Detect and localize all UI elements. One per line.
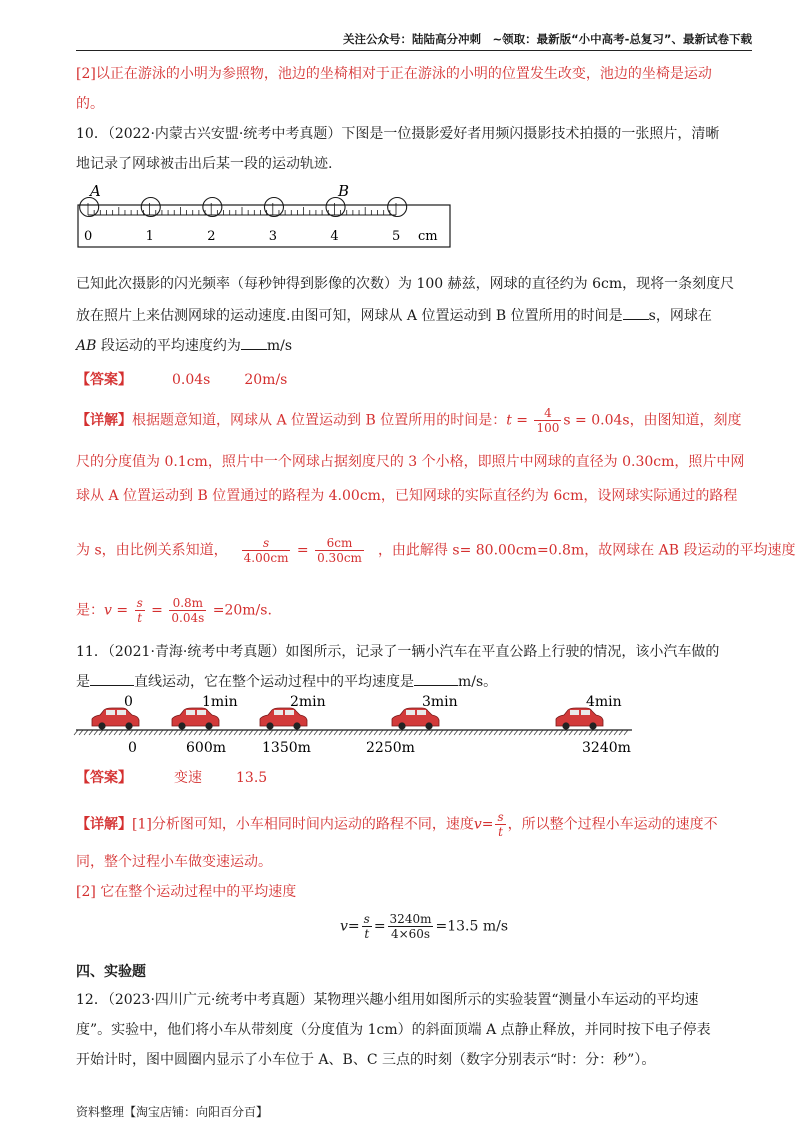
q11-st-den: t — [498, 825, 503, 839]
q10-answer-2: 20m/s — [244, 372, 288, 388]
car-icon — [556, 708, 603, 730]
formula-t: t — [506, 412, 512, 429]
time-fraction-den: 100 — [536, 421, 560, 435]
speed-result: =20m/s. — [212, 602, 272, 619]
hatch-mark — [614, 730, 618, 735]
q11-stem-2c: m/s。 — [458, 674, 498, 690]
q11-answer-1: 变速 — [174, 770, 202, 786]
hatch-mark — [84, 730, 88, 735]
ruler-label-a: A — [90, 182, 101, 200]
car-motion-figure — [70, 692, 640, 756]
hatch-mark — [274, 730, 278, 735]
speed-answer-blank[interactable] — [241, 334, 267, 350]
hatch-mark — [424, 730, 428, 735]
hatch-mark — [294, 730, 298, 735]
ratio-2-num: 6cm — [315, 536, 364, 551]
ratio-fraction-1 — [242, 536, 291, 565]
prev-answer-line-2: 的。 — [76, 96, 104, 112]
hatch-mark — [429, 730, 433, 735]
hatch-mark — [179, 730, 183, 735]
hatch-mark — [444, 730, 448, 735]
q10-para-2-text: 放在照片上来估测网球的运动速度.由图可知，网球从 A 位置运动到 B 位置所用的时间是 — [76, 308, 623, 324]
time-label: 4min — [586, 694, 622, 710]
hatch-mark — [454, 730, 458, 735]
car-group — [92, 708, 603, 730]
hatch-mark — [599, 730, 603, 735]
q10-detail-line-1: 【详解】根据题意知道，网球从 A 位置运动到 B 位置所用的时间是：t = $\frac{4}{100}$ s = 0.04s，由图知道，刻度 — [76, 406, 742, 435]
hatch-mark — [549, 730, 553, 735]
hatch-mark — [589, 730, 593, 735]
hatch-mark — [234, 730, 238, 735]
hatch-mark — [304, 730, 308, 735]
prev-answer-line-1: [2]以正在游泳的小明为参照物，池边的坐椅相对于正在游泳的小明的位置发生改变，池边的坐椅是运动 — [76, 66, 712, 82]
q10-answer-1: 0.04s — [172, 372, 211, 388]
time-label: 2min — [290, 694, 326, 710]
q11-formula-eq: = — [373, 918, 386, 935]
hatch-mark — [334, 730, 338, 735]
header-text: 关注公众号：陆陆高分冲刺 ~领取：最新版“小中高考-总复习”、最新试卷下载 — [342, 32, 752, 46]
ruler-figure — [70, 178, 460, 252]
tennis-ball — [203, 198, 222, 217]
hatch-mark — [264, 730, 268, 735]
page-footer: 资料整理【淘宝店铺：向阳百分百】 — [76, 1105, 269, 1119]
hatch-mark — [509, 730, 513, 735]
hatch-mark — [369, 730, 373, 735]
hatch-mark — [374, 730, 378, 735]
speed-value-num: 0.8m — [169, 596, 206, 611]
q11-st-fraction — [495, 810, 505, 839]
hatch-mark — [504, 730, 508, 735]
hatch-mark — [339, 730, 343, 735]
hatch-mark — [399, 730, 403, 735]
car-icon — [172, 708, 219, 730]
ratio-fraction-2 — [315, 536, 364, 565]
speed-st-den: t — [137, 611, 143, 625]
answer-tag: 【答案】 — [76, 372, 132, 388]
hatch-mark — [584, 730, 588, 735]
hatch-mark — [159, 730, 163, 735]
hatch-mark — [594, 730, 598, 735]
hatch-mark — [579, 730, 583, 735]
hatch-mark — [244, 730, 248, 735]
hatch-mark — [119, 730, 123, 735]
hatch-mark — [514, 730, 518, 735]
hatch-mark — [524, 730, 528, 735]
q12-line-2: 度”。实验中，他们将小车从带刻度（分度值为 1cm）的斜面顶端 A 点静止释放，并同时按下电子停表 — [76, 1022, 711, 1038]
hatch-mark — [124, 730, 128, 735]
ratio-1-den: 4.00cm — [243, 551, 289, 565]
hatch-mark — [129, 730, 133, 735]
q10-para-3-text: 段运动的平均速度约为 — [96, 338, 241, 354]
hatch-mark — [139, 730, 143, 735]
ruler-balls — [80, 198, 407, 217]
q10-para-line-1: 已知此次摄影的闪光频率（每秒钟得到影像的次数）为 100 赫兹，网球的直径约为 6cm，现将一条刻度尺 — [76, 276, 735, 292]
q10-detail-line-5: 是：v = $\frac{s}{t}$ = $\frac{0.8m}{0.04s}$ =20m/s. — [76, 596, 272, 625]
hatch-mark — [309, 730, 313, 735]
hatch-mark — [214, 730, 218, 735]
q11-formula-value — [388, 912, 434, 941]
hatch-mark — [534, 730, 538, 735]
distance-label: 0 — [128, 740, 137, 756]
time-fraction — [534, 406, 561, 435]
distance-label: 3240m — [582, 740, 631, 756]
hatch-mark — [624, 730, 628, 735]
q10-stem-line-2: 地记录了网球被击出后某一段的运动轨迹. — [76, 156, 333, 172]
hatch-mark — [209, 730, 213, 735]
hatch-mark — [169, 730, 173, 735]
ruler-number: 0 — [84, 229, 93, 244]
q10-detail-5a: 是： — [76, 602, 104, 619]
hatch-mark — [354, 730, 358, 735]
car-dists — [128, 740, 631, 756]
hatch-mark — [269, 730, 273, 735]
q11-formula-t: t — [364, 927, 370, 941]
hatch-mark — [239, 730, 243, 735]
hatch-mark — [484, 730, 488, 735]
hatch-mark — [459, 730, 463, 735]
hatch-mark — [249, 730, 253, 735]
distance-label: 600m — [186, 740, 226, 756]
hatch-mark — [409, 730, 413, 735]
hatch-mark — [324, 730, 328, 735]
hatch-mark — [154, 730, 158, 735]
q11-v: v= — [473, 816, 494, 833]
q11-formula-den: 4×60s — [390, 927, 431, 941]
hatch-mark — [164, 730, 168, 735]
detail-tag: 【详解】 — [76, 412, 132, 429]
q10-ab-label: AB — [76, 338, 97, 354]
hatch-mark — [219, 730, 223, 735]
ruler-number: 2 — [207, 229, 216, 244]
hatch-mark — [489, 730, 493, 735]
hatch-mark — [544, 730, 548, 735]
average-speed-blank[interactable] — [414, 670, 458, 686]
q11-formula-v: v= — [340, 918, 360, 935]
car-icon — [260, 708, 307, 730]
page-header — [76, 30, 752, 51]
hatch-mark — [359, 730, 363, 735]
ruler-number: 5 — [392, 229, 401, 244]
car-times — [124, 694, 622, 710]
q11-detail-line-2: 同，整个过程小车做变速运动。 — [76, 854, 272, 870]
tennis-ball — [326, 198, 345, 217]
hatch-mark — [254, 730, 258, 735]
time-fraction-num: 4 — [534, 406, 561, 421]
hatch-mark — [479, 730, 483, 735]
ratio-2-den: 0.30cm — [317, 551, 362, 565]
q10-detail-line-3: 球从 A 位置运动到 B 位置通过的路程为 4.00cm，已知网球的实际直径约为 6cm，设网球实际通过的路程 — [76, 488, 738, 504]
hatch-mark — [414, 730, 418, 735]
hatch-mark — [464, 730, 468, 735]
q11-answer-tag: 【答案】 — [76, 770, 132, 786]
ruler-number: 1 — [145, 229, 154, 244]
section-title: 四、实验题 — [76, 964, 146, 980]
hatch-mark — [319, 730, 323, 735]
hatch-mark — [329, 730, 333, 735]
hatch-mark — [224, 730, 228, 735]
distance-label: 1350m — [262, 740, 311, 756]
hatch-mark — [419, 730, 423, 735]
q11-st-num: s — [497, 810, 504, 824]
hatch-mark — [229, 730, 233, 735]
hatch-mark — [434, 730, 438, 735]
road-hatch — [74, 730, 628, 735]
hatch-mark — [109, 730, 113, 735]
q11-stem-2a: 是 — [76, 674, 90, 690]
hatch-mark — [519, 730, 523, 735]
hatch-mark — [574, 730, 578, 735]
q10-detail-4a: 为 s，由比例关系知道， — [76, 542, 228, 559]
hatch-mark — [619, 730, 623, 735]
ruler-number: 3 — [268, 229, 278, 244]
ruler-number: 4 — [330, 229, 339, 244]
q11-formula-result: =13.5 m/s — [435, 918, 508, 935]
q11-formula-s: s — [363, 912, 370, 926]
q10-para-line-3 — [76, 334, 752, 356]
q11-formula-st — [362, 912, 372, 941]
hatch-mark — [449, 730, 453, 735]
hatch-mark — [104, 730, 108, 735]
hatch-mark — [279, 730, 283, 735]
hatch-mark — [404, 730, 408, 735]
hatch-mark — [289, 730, 293, 735]
hatch-mark — [539, 730, 543, 735]
tennis-ball — [80, 198, 99, 217]
hatch-mark — [604, 730, 608, 735]
car-icon — [92, 708, 139, 730]
ratio-1-num: s — [242, 536, 291, 551]
q11-stem-line-2 — [76, 670, 752, 692]
q10-detail-1b: ，由图知道，刻度 — [629, 412, 742, 429]
hatch-mark — [364, 730, 368, 735]
time-label: 3min — [422, 694, 458, 710]
q11-detail-1a: [1]分析图可知，小车相同时间内运动的路程不同，速度 — [132, 816, 474, 833]
q10-answer-line — [76, 370, 752, 390]
q11-detail-1b: ，所以整个过程小车运动的速度不 — [507, 816, 718, 833]
hatch-mark — [99, 730, 103, 735]
hatch-mark — [284, 730, 288, 735]
hatch-mark — [299, 730, 303, 735]
q10-detail-line-2: 尺的分度值为 0.1cm，照片中一个网球占据刻度尺的 3 个小格，即照片中网球的直径为 0.30cm，照片中网 — [76, 454, 745, 470]
time-label: 0 — [124, 694, 133, 710]
q11-answer-line — [76, 768, 752, 788]
q11-formula-num: 3240m — [389, 912, 432, 926]
hatch-mark — [184, 730, 188, 735]
q11-stem-line-1: 11．（2021·青海·统考中考真题）如图所示，记录了一辆小汽车在平直公路上行驶的情况，该小汽车做的 — [76, 644, 720, 660]
car-icon — [392, 708, 439, 730]
hatch-mark — [79, 730, 83, 735]
hatch-mark — [564, 730, 568, 735]
hatch-mark — [89, 730, 93, 735]
speed-st-num: s — [136, 596, 143, 610]
q12-line-3: 开始计时，图中圆圈内显示了小车位于 A、B、C 三点的时刻（数字分别表示“时：分：秒”）。 — [76, 1052, 656, 1068]
hatch-mark — [559, 730, 563, 735]
hatch-mark — [389, 730, 393, 735]
time-label: 1min — [202, 694, 238, 710]
hatch-mark — [194, 730, 198, 735]
hatch-mark — [344, 730, 348, 735]
q10-para-line-2 — [76, 304, 752, 326]
speed-value-den: 0.04s — [171, 611, 205, 625]
q11-detail-line-1 — [76, 810, 752, 839]
tennis-ball — [388, 198, 407, 217]
q11-stem-2b: 直线运动，它在整个运动过程中的平均速度是 — [134, 674, 414, 690]
hatch-mark — [469, 730, 473, 735]
q11-formula — [340, 912, 752, 941]
speed-value-fraction — [169, 596, 206, 625]
hatch-mark — [394, 730, 398, 735]
hatch-mark — [199, 730, 203, 735]
distance-label: 2250m — [366, 740, 415, 756]
speed-st-fraction — [135, 596, 145, 625]
ruler-numbers — [84, 229, 400, 244]
q10-detail-1a: 根据题意知道，网球从 A 位置运动到 B 位置所用的时间是： — [132, 412, 507, 429]
hatch-mark — [314, 730, 318, 735]
hatch-mark — [379, 730, 383, 735]
q12-line-1: 12．（2023·四川广元·统考中考真题）某物理兴趣小组用如图所示的实验装置“测量小车运动的平均速 — [76, 992, 699, 1008]
speed-v: v — [104, 602, 112, 619]
hatch-mark — [74, 730, 78, 735]
tennis-ball — [264, 198, 283, 217]
hatch-mark — [134, 730, 138, 735]
q11-answer-2: 13.5 — [236, 770, 268, 786]
q10-detail-line-4: 为 s，由比例关系知道， $\frac{s}{4.00cm}$ = $\frac{6cm}{0.30cm}$ ，由此解得 s= 80.00cm=0.8m，故网球在 AB 段运动的平均速度 — [76, 536, 796, 565]
q11-detail-tag: 【详解】 — [76, 816, 132, 833]
ruler-label-b: B — [338, 182, 350, 200]
hatch-mark — [149, 730, 153, 735]
q11-detail-line-3: [2] 它在整个运动过程中的平均速度 — [76, 884, 297, 900]
hatch-mark — [494, 730, 498, 735]
tennis-ball — [141, 198, 160, 217]
ruler-unit: cm — [418, 229, 438, 244]
hatch-mark — [609, 730, 613, 735]
hatch-mark — [114, 730, 118, 735]
time-result: s = 0.04s — [563, 412, 630, 429]
hatch-mark — [499, 730, 503, 735]
hatch-mark — [474, 730, 478, 735]
q10-para-3-end: m/s — [266, 338, 293, 354]
hatch-mark — [94, 730, 98, 735]
hatch-mark — [204, 730, 208, 735]
q10-para-2-end: s，网球在 — [648, 308, 712, 324]
hatch-mark — [529, 730, 533, 735]
hatch-mark — [384, 730, 388, 735]
hatch-mark — [189, 730, 193, 735]
q10-stem-line-1: 10．（2022·内蒙古兴安盟·统考中考真题）下图是一位摄影爱好者用频闪摄影技术拍摄的一张照片，清晰 — [76, 126, 720, 142]
q10-detail-4b: ，由此解得 s= 80.00cm=0.8m，故网球在 AB 段运动的平均速度 — [377, 542, 796, 559]
hatch-mark — [144, 730, 148, 735]
hatch-mark — [174, 730, 178, 735]
hatch-mark — [569, 730, 573, 735]
hatch-mark — [259, 730, 263, 735]
hatch-mark — [349, 730, 353, 735]
hatch-mark — [439, 730, 443, 735]
time-answer-blank[interactable] — [623, 304, 649, 320]
hatch-mark — [554, 730, 558, 735]
motion-type-blank[interactable] — [90, 670, 134, 686]
